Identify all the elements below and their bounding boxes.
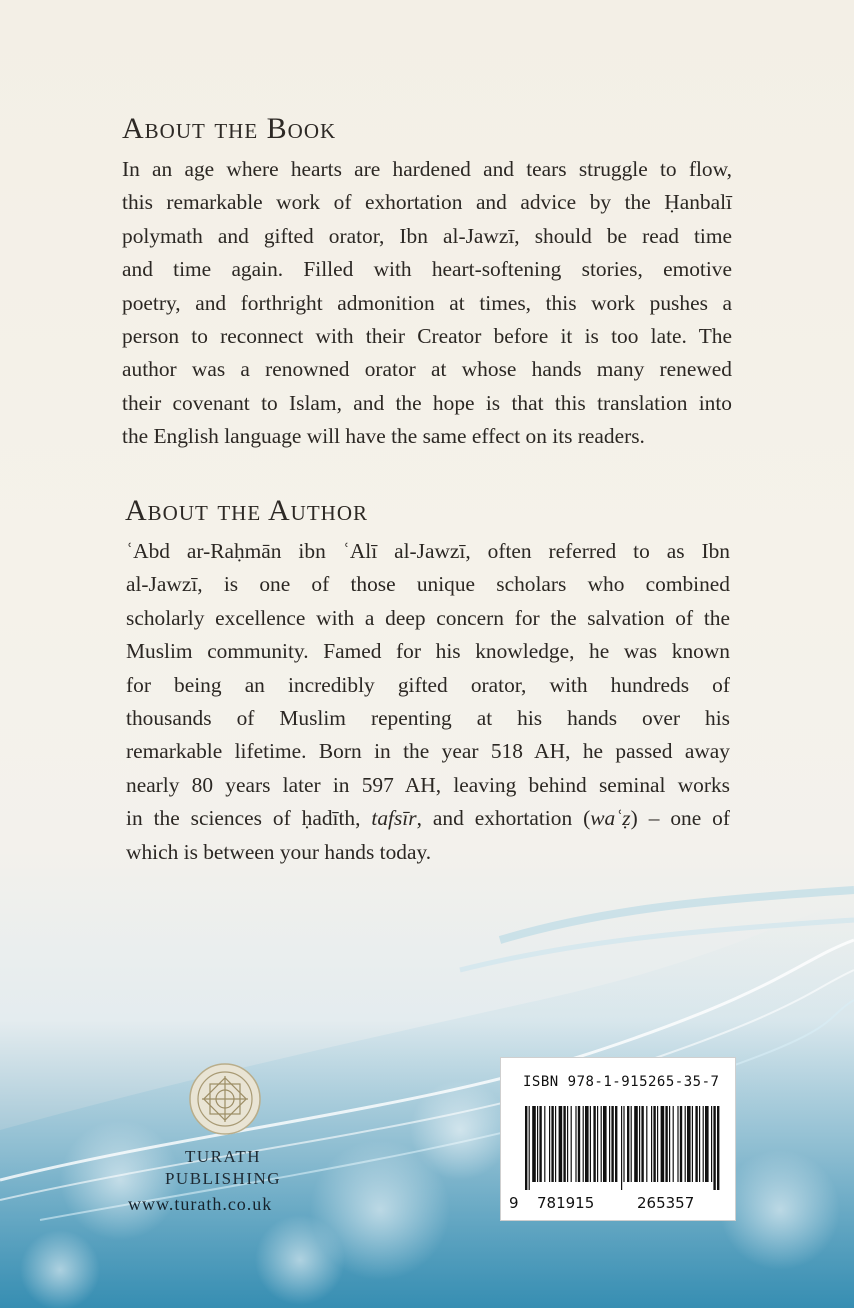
publisher-name (128, 1146, 318, 1190)
barcode-icon (521, 1106, 721, 1190)
text-line: In an age where hearts are hardened and tears struggle to flow, (122, 157, 732, 181)
text-line: and time again. Filled with heart-softening stories, emotive (122, 257, 732, 282)
about-book-heading: About the Book (122, 112, 337, 145)
text-line: polymath and gifted orator, Ibn al-Jawzī, should be read time (122, 223, 732, 248)
text-line: person to reconnect with their Creator before it is too late. The (122, 324, 732, 349)
isbn-label: ISBN 978-1-915265-35-7 (523, 1074, 720, 1090)
barcode-digits (501, 1194, 735, 1214)
text-line: this remarkable work of exhortation and advice by the Ḥanbalī (122, 190, 732, 215)
text-segment: ) – one of (630, 806, 730, 831)
italic-term-tafsir: tafsīr (371, 806, 417, 831)
barcode-digit-group: 781915 (537, 1194, 595, 1212)
text-line: the English language will have the same effect on its readers. (122, 424, 645, 449)
ornamental-seal-icon (188, 1062, 262, 1136)
text-line (126, 802, 730, 835)
text-line: Muslim community. Famed for his knowledge, he was known (126, 639, 730, 664)
barcode-digit-group: 265357 (637, 1194, 695, 1212)
text-segment: , and exhortation ( (416, 806, 591, 831)
about-author-paragraph (126, 535, 730, 869)
text-line: their covenant to Islam, and the hope is that this translation into (122, 390, 732, 415)
publisher-name-line: PUBLISHING (164, 1169, 282, 1188)
text-line: remarkable lifetime. Born in the year 518 AH, he passed away (126, 739, 730, 764)
text-line: author was a renowned orator at whose hands many renewed (122, 357, 732, 382)
about-book-paragraph (122, 153, 732, 454)
text-segment: in the sciences of ḥadīth, (126, 806, 372, 831)
text-line: nearly 80 years later in 597 AH, leaving behind seminal works (126, 772, 730, 797)
text-line: for being an incredibly gifted orator, with hundreds of (126, 672, 730, 697)
text-line: which is between your hands today. (126, 839, 432, 864)
text-line: thousands of Muslim repenting at his hands over his (126, 706, 730, 731)
isbn-barcode-panel (500, 1057, 736, 1221)
publisher-website: www.turath.co.uk (128, 1194, 273, 1214)
text-line: scholarly excellence with a deep concern for the salvation of the (126, 605, 730, 630)
text-line: ʿAbd ar-Raḥmān ibn ʿAlī al-Jawzī, often referred to as Ibn (126, 539, 730, 563)
about-author-heading: About the Author (125, 494, 368, 527)
text-line: al-Jawzī, is one of those unique scholars who combined (126, 572, 730, 597)
italic-term-waz: waʿẓ (590, 806, 631, 831)
publisher-name-line: TURATH (184, 1147, 262, 1166)
text-line: poetry, and forthright admonition at times, this work pushes a (122, 290, 732, 315)
barcode-digit-lead: 9 (509, 1194, 519, 1212)
